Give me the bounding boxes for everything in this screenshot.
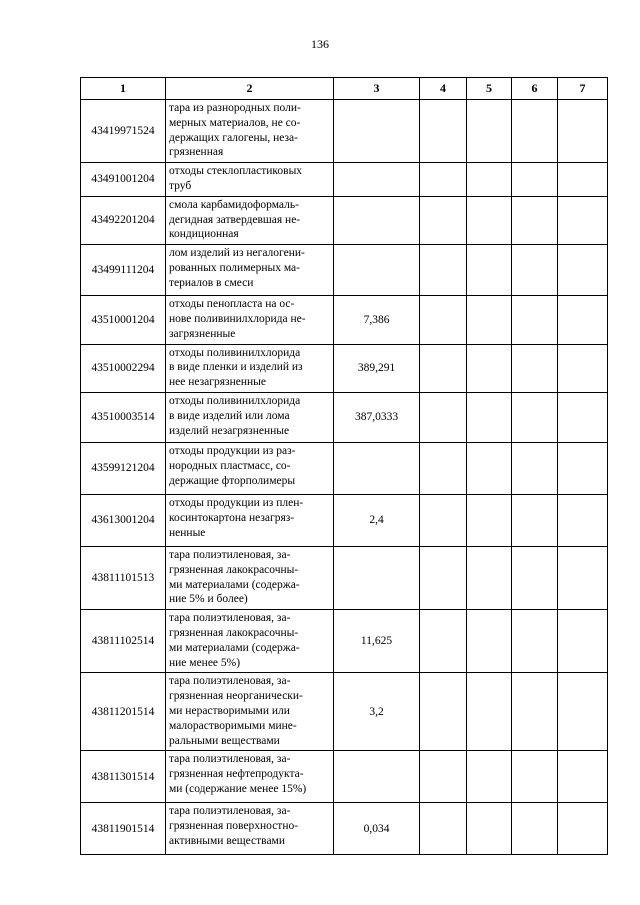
empty-cell (558, 245, 608, 296)
table-body (81, 100, 608, 855)
waste-description-cell: тара полиэтиленовая, за- грязненная лакокрасочны- ми материалами (содержа- ние менее 5%) (166, 610, 334, 673)
empty-cell (467, 494, 512, 546)
table-row (81, 344, 608, 392)
waste-description-cell: отходы продукции из раз- нородных пластмасс, со- держащие фторполимеры (166, 442, 334, 494)
header-row (81, 78, 608, 100)
waste-description-cell: отходы поливинилхлорида в виде пленки и изделий из нее незагрязненные (166, 344, 334, 392)
empty-cell (558, 803, 608, 855)
empty-cell (467, 100, 512, 163)
empty-cell (467, 392, 512, 442)
waste-code-cell: 43811301514 (81, 751, 166, 803)
empty-cell (467, 673, 512, 751)
empty-cell (512, 803, 558, 855)
empty-cell (558, 344, 608, 392)
quantity-cell (334, 546, 420, 609)
empty-cell (512, 494, 558, 546)
quantity-cell (334, 196, 420, 244)
empty-cell (512, 196, 558, 244)
empty-cell (558, 163, 608, 197)
waste-description-cell: тара из разнородных поли- мерных материалов, не со- держащих галогены, неза- грязненная (166, 100, 334, 163)
table-row (81, 751, 608, 803)
waste-code-cell: 43419971524 (81, 100, 166, 163)
empty-cell (467, 442, 512, 494)
column-header: 6 (512, 78, 558, 100)
empty-cell (420, 673, 467, 751)
empty-cell (420, 494, 467, 546)
empty-cell (420, 751, 467, 803)
waste-description-cell: отходы стеклопластиковых труб (166, 163, 334, 197)
waste-description-cell: тара полиэтиленовая, за- грязненная нефтепродукта- ми (содержание менее 15%) (166, 751, 334, 803)
empty-cell (420, 442, 467, 494)
empty-cell (512, 546, 558, 609)
column-header: 1 (81, 78, 166, 100)
empty-cell (420, 546, 467, 609)
empty-cell (558, 442, 608, 494)
quantity-cell: 387,0333 (334, 392, 420, 442)
waste-code-cell: 43811901514 (81, 803, 166, 855)
waste-code-cell: 43811201514 (81, 673, 166, 751)
quantity-cell: 2,4 (334, 494, 420, 546)
table-row (81, 673, 608, 751)
waste-code-cell: 43492201204 (81, 196, 166, 244)
waste-description-cell: смола карбамидоформаль- дегидная затвердевшая не- кондиционная (166, 196, 334, 244)
empty-cell (558, 392, 608, 442)
quantity-cell (334, 751, 420, 803)
waste-code-cell: 43599121204 (81, 442, 166, 494)
quantity-cell: 3,2 (334, 673, 420, 751)
waste-code-cell: 43499111204 (81, 245, 166, 296)
waste-code-cell: 43510003514 (81, 392, 166, 442)
waste-code-cell: 43613001204 (81, 494, 166, 546)
empty-cell (420, 344, 467, 392)
empty-cell (558, 494, 608, 546)
empty-cell (558, 673, 608, 751)
empty-cell (512, 100, 558, 163)
quantity-cell (334, 100, 420, 163)
empty-cell (467, 546, 512, 609)
quantity-cell: 7,386 (334, 296, 420, 344)
waste-code-cell: 43510002294 (81, 344, 166, 392)
waste-code-cell: 43811102514 (81, 610, 166, 673)
column-header: 7 (558, 78, 608, 100)
empty-cell (467, 610, 512, 673)
empty-cell (512, 163, 558, 197)
table-row (81, 100, 608, 163)
empty-cell (420, 296, 467, 344)
empty-cell (467, 751, 512, 803)
empty-cell (558, 610, 608, 673)
column-header: 2 (166, 78, 334, 100)
waste-code-cell: 43811101513 (81, 546, 166, 609)
quantity-cell (334, 442, 420, 494)
empty-cell (558, 546, 608, 609)
table-row (81, 546, 608, 609)
empty-cell (558, 296, 608, 344)
empty-cell (558, 100, 608, 163)
waste-description-cell: отходы продукции из плен- косинтокартона незагряз- ненные (166, 494, 334, 546)
empty-cell (512, 296, 558, 344)
table-row (81, 296, 608, 344)
waste-description-cell: тара полиэтиленовая, за- грязненная неорганически- ми нерастворимыми или малорастворимыми мине- ральными веществами (166, 673, 334, 751)
quantity-cell (334, 163, 420, 197)
waste-description-cell: отходы пенопласта на ос- нове поливинилхлорида не- загрязненные (166, 296, 334, 344)
table-row (81, 196, 608, 244)
column-header: 4 (420, 78, 467, 100)
empty-cell (420, 100, 467, 163)
waste-table (80, 77, 608, 855)
page-number: 136 (311, 37, 329, 51)
column-header: 5 (467, 78, 512, 100)
table-row (81, 442, 608, 494)
waste-code-cell: 43510001204 (81, 296, 166, 344)
table-row (81, 610, 608, 673)
waste-description-cell: лом изделий из негалогени- рованных полимерных ма- териалов в смеси (166, 245, 334, 296)
quantity-cell: 11,625 (334, 610, 420, 673)
table-row (81, 494, 608, 546)
empty-cell (558, 196, 608, 244)
empty-cell (420, 245, 467, 296)
table-row (81, 245, 608, 296)
empty-cell (420, 163, 467, 197)
quantity-cell: 0,034 (334, 803, 420, 855)
waste-code-cell: 43491001204 (81, 163, 166, 197)
table-row (81, 392, 608, 442)
waste-description-cell: тара полиэтиленовая, за- грязненная поверхностно- активными веществами (166, 803, 334, 855)
empty-cell (467, 296, 512, 344)
empty-cell (420, 803, 467, 855)
empty-cell (467, 245, 512, 296)
table-row (81, 803, 608, 855)
empty-cell (558, 751, 608, 803)
waste-description-cell: тара полиэтиленовая, за- грязненная лакокрасочны- ми материалами (содержа- ние 5% и более) (166, 546, 334, 609)
empty-cell (467, 196, 512, 244)
empty-cell (467, 163, 512, 197)
empty-cell (467, 344, 512, 392)
empty-cell (467, 803, 512, 855)
empty-cell (420, 392, 467, 442)
empty-cell (512, 673, 558, 751)
empty-cell (512, 392, 558, 442)
empty-cell (420, 610, 467, 673)
empty-cell (420, 196, 467, 244)
waste-description-cell: отходы поливинилхлорида в виде изделий или лома изделий незагрязненные (166, 392, 334, 442)
empty-cell (512, 610, 558, 673)
quantity-cell: 389,291 (334, 344, 420, 392)
empty-cell (512, 442, 558, 494)
empty-cell (512, 344, 558, 392)
empty-cell (512, 751, 558, 803)
table-row (81, 163, 608, 197)
empty-cell (512, 245, 558, 296)
column-header: 3 (334, 78, 420, 100)
quantity-cell (334, 245, 420, 296)
